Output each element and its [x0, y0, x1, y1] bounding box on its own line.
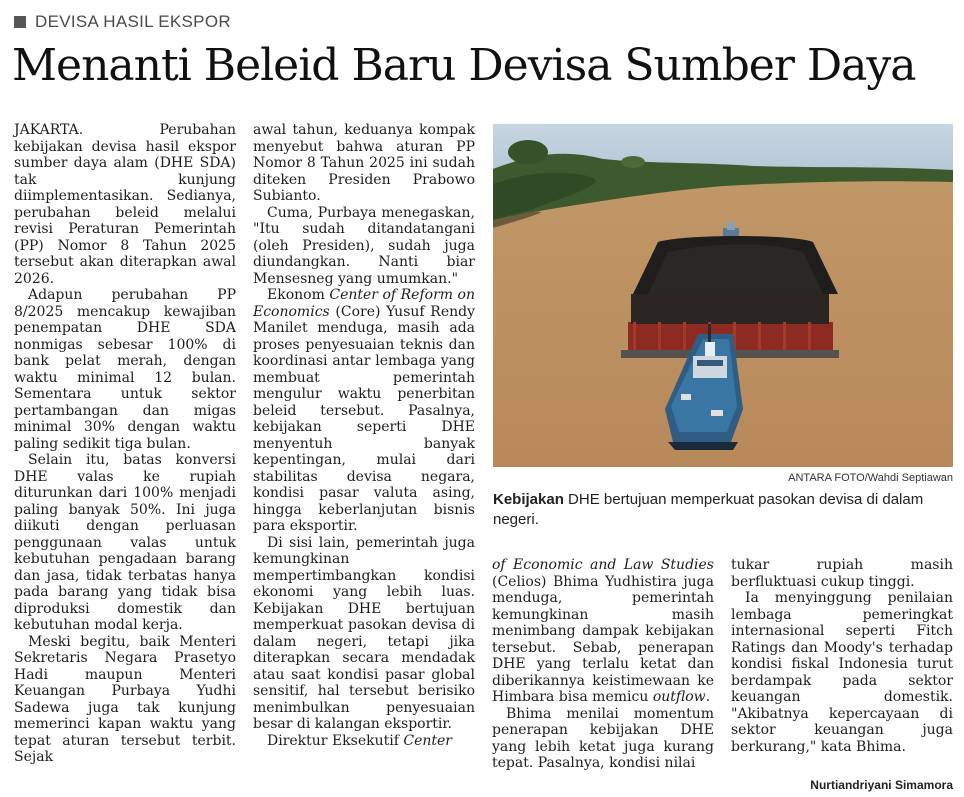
caption-text: DHE bertujuan memperkuat pasokan devisa di dalam negeri.: [493, 491, 924, 528]
article-column-3: [492, 557, 714, 772]
paragraph: Adapun perubahan PP 8/2025 mencakup kewajiban penempatan DHE SDA nonmigas sebesar 100% di bank pelat merah, dengan waktu minimal 12 bulan. Sementara untuk sektor pertambangan dan migas minimal 30% dengan waktu paling sedikit tiga bulan.: [14, 287, 236, 452]
paragraph: Bhima menilai momentum penerapan kebijakan DHE yang lebih ketat juga kurang tepat. Pasalnya, kondisi nilai: [492, 705, 714, 771]
paragraph: awal tahun, keduanya kompak menyebut bahwa aturan PP Nomor 8 Tahun 2025 ini sudah diteken Presiden Prabowo Subianto.: [253, 122, 475, 204]
author-byline: Nurtiandriyani Simamora: [810, 778, 953, 792]
paragraph: Di sisi lain, pemerintah juga kemungkinan mempertimbangkan kondisi ekonomi yang lebih luas. Kebijakan DHE bertujuan memperkuat pasokan devisa di dalam negeri, tetapi jika diterapkan secara mendadak atau saat kondisi pasar global sensitif, hal tersebut berisiko menimbulkan penyesuaian besar di kalangan eksportir.: [253, 534, 475, 732]
paragraph: Direktur Eksekutif Center: [267, 732, 452, 749]
photo-credit: ANTARA FOTO/Wahdi Septiawan: [788, 472, 953, 484]
paragraph: Ekonom Center of Reform on Economics (Core) Yusuf Rendy Manilet menduga, masih ada proses penyesuaian teknis dan koordinasi antar lembaga yang membuat pemerintah mengulur waktu penerbitan beleid tersebut. Pasalnya, kebijakan seperti DHE menyentuh banyak kepentingan, mulai dari stabilitas devisa negara, kondisi pasar valuta asing, hingga keberlanjutan bisnis para eksportir.: [253, 287, 475, 534]
article-column-1: [14, 122, 236, 766]
kicker-square-icon: [14, 16, 26, 28]
paragraph: Cuma, Purbaya menegaskan, "Itu sudah ditandatangani (oleh Presiden), sudah juga diundangkan. Nanti biar Mensesneg yang umumkan.": [253, 204, 475, 287]
paragraph: Meski begitu, baik Menteri Sekretaris Negara Prasetyo Hadi maupun Menteri Keuangan Purbaya Yudhi Sadewa juga tak kunjung memerinci kapan waktu yang tepat aturan tersebut terbit. Sejak: [14, 633, 236, 765]
paragraph: tukar rupiah masih berfluktuasi cukup tinggi.: [731, 557, 953, 590]
section-kicker: [14, 12, 231, 32]
kicker-label: DEVISA HASIL EKSPOR: [35, 12, 231, 31]
paragraph: Selain itu, batas konversi DHE valas ke rupiah diturunkan dari 100% menjadi paling banyak 50%. Ini juga diikuti dengan perluasan penggunaan valas untuk kebutuhan pengadaan barang dan jasa, tidak terbatas hanya pada barang yang tidak bisa diproduksi domestik dan kebutuhan modal kerja.: [14, 452, 236, 633]
paragraph: JAKARTA. Perubahan kebijakan devisa hasil ekspor sumber daya alam (DHE SDA) tak kunjung diimplementasikan. Sedianya, perubahan beleid melalui revisi Peraturan Pemerintah (PP) Nomor 8 Tahun 2025 tersebut akan diterapkan awal 2026.: [14, 122, 236, 287]
paragraph: of Economic and Law Studies (Celios) Bhima Yudhistira juga menduga, pemerintah kemungkinan masih menimbang dampak kebijakan tersebut. Sebab, penerapan DHE yang terlalu ketat dan diberikannya keistimewaan ke Himbara bisa memicu outflow.: [492, 557, 714, 705]
dateline: JAKARTA.: [14, 122, 84, 138]
headline: Menanti Beleid Baru Devisa Sumber Daya: [12, 40, 916, 91]
article-column-2: [253, 122, 475, 749]
article-column-4: [731, 557, 953, 755]
news-photo: [493, 124, 953, 467]
paragraph: Ia menyinggung penilaian lembaga pemeringkat internasional seperti Fitch Ratings dan Moody's terhadap kondisi fiskal Indonesia turut berdampak pada sektor keuangan domestik. "Akibatnya kepercayaan di sektor keuangan juga berkurang," kata Bhima.: [731, 590, 953, 755]
photo-caption: [493, 490, 953, 530]
caption-lead: Kebijakan: [493, 491, 564, 508]
coal-barge-river-image: [493, 124, 953, 467]
